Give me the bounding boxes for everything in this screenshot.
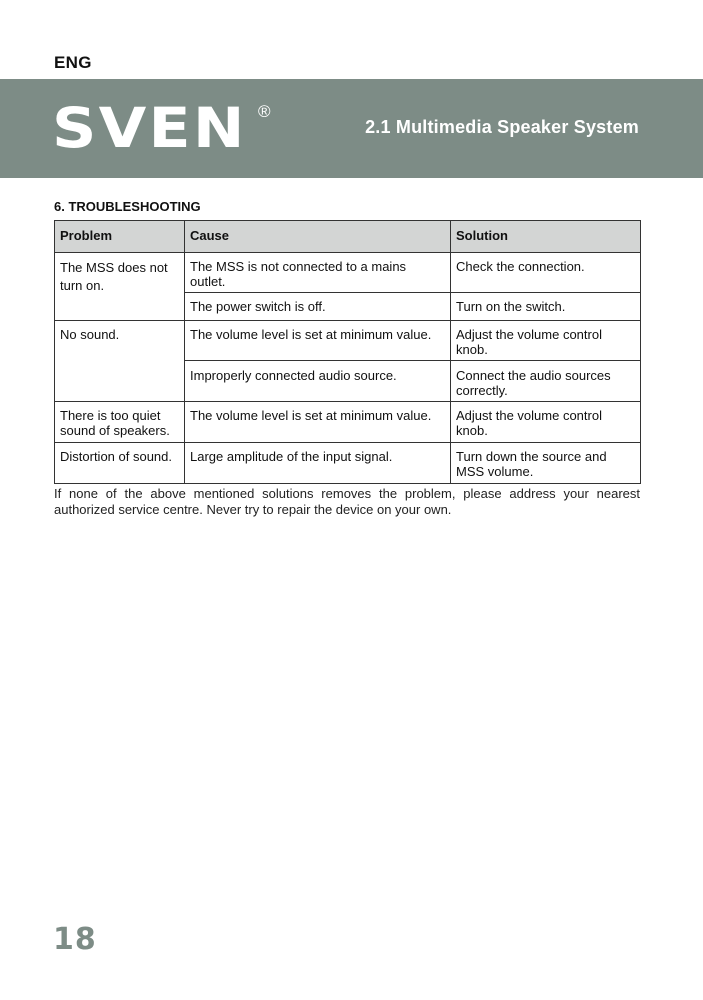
problem-cell: There is too quiet sound of speakers. bbox=[55, 402, 185, 443]
header-problem: Problem bbox=[55, 221, 185, 253]
product-title: 2.1 Multimedia Speaker System bbox=[365, 117, 639, 137]
cause-cell: The MSS is not connected to a mains outlet. bbox=[185, 253, 451, 293]
solution-cell: Turn down the source and MSS volume. bbox=[451, 443, 641, 484]
cause-cell: The volume level is set at minimum value. bbox=[185, 321, 451, 361]
sven-logo: SVEN bbox=[52, 96, 247, 160]
table-header-row bbox=[55, 221, 641, 253]
service-note: If none of the above mentioned solutions removes the problem, please address your nearest authorized service centre. Never try to repair the device on your own. bbox=[54, 486, 640, 517]
table-row bbox=[55, 402, 641, 443]
solution-cell: Turn on the switch. bbox=[451, 293, 641, 321]
header-solution: Solution bbox=[451, 221, 641, 253]
section-title: 6. TROUBLESHOOTING bbox=[54, 199, 201, 214]
cause-cell: Large amplitude of the input signal. bbox=[185, 443, 451, 484]
header-cause: Cause bbox=[185, 221, 451, 253]
registered-mark: ® bbox=[258, 102, 271, 121]
problem-cell: The MSS does not turn on. bbox=[55, 253, 185, 321]
solution-cell: Connect the audio sources correctly. bbox=[451, 361, 641, 402]
cause-cell: The power switch is off. bbox=[185, 293, 451, 321]
table-row bbox=[55, 321, 641, 361]
language-label: ENG bbox=[54, 53, 92, 72]
table-row bbox=[55, 443, 641, 484]
solution-cell: Adjust the volume control knob. bbox=[451, 402, 641, 443]
troubleshooting-table bbox=[54, 220, 641, 484]
cause-cell: The volume level is set at minimum value. bbox=[185, 402, 451, 443]
page-number: 18 bbox=[53, 922, 97, 957]
table-row bbox=[55, 253, 641, 293]
solution-cell: Check the connection. bbox=[451, 253, 641, 293]
problem-cell: Distortion of sound. bbox=[55, 443, 185, 484]
cause-cell: Improperly connected audio source. bbox=[185, 361, 451, 402]
problem-cell: No sound. bbox=[55, 321, 185, 402]
solution-cell: Adjust the volume control knob. bbox=[451, 321, 641, 361]
